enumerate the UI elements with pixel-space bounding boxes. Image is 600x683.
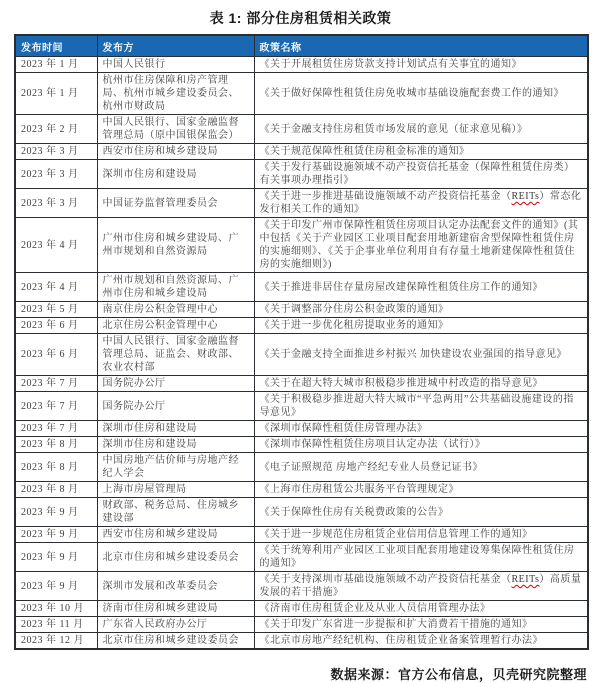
spellcheck-underline: REITs <box>511 574 540 585</box>
cell-publisher: 杭州市住房保障和房产管理局、杭州市城乡建设委员会、杭州市财政局 <box>97 73 254 115</box>
cell-policy: 《关于进一步推进基础设施领域不动产投资信托基金（REITs）常态化发行相关工作的通知》 <box>254 189 588 218</box>
table-row <box>15 218 588 273</box>
cell-publisher: 中国人民银行 <box>97 57 254 73</box>
cell-date: 2023 年 2 月 <box>15 115 97 144</box>
cell-policy: 《关于保障性住房有关税费政策的公告》 <box>254 498 588 527</box>
cell-publisher: 国务院办公厅 <box>97 392 254 421</box>
cell-publisher: 深圳市发展和改革委员会 <box>97 572 254 601</box>
cell-policy: 《关于进一步规范住房租赁企业信用信息管理工作的通知》 <box>254 527 588 543</box>
cell-policy: 《关于印发广东省进一步提振和扩大消费若干措施的通知》 <box>254 617 588 633</box>
cell-policy: 《电子证照规范 房地产经纪专业人员登记证书》 <box>254 453 588 482</box>
column-header-date: 发布时间 <box>15 35 97 57</box>
cell-policy: 《关于金融支持住房租赁市场发展的意见（征求意见稿）》 <box>254 115 588 144</box>
cell-date: 2023 年 12 月 <box>15 633 97 650</box>
cell-policy: 《关于积极稳步推进超大特大城市“平急两用”公共基础设施建设的指导意见》 <box>254 392 588 421</box>
table-row <box>15 273 588 302</box>
table-row <box>15 482 588 498</box>
table-row <box>15 334 588 376</box>
cell-publisher: 北京市住房和城乡建设委员会 <box>97 633 254 650</box>
cell-policy: 《关于发行基础设施领域不动产投资信托基金（保障性租赁住房类）有关事项办理指引》 <box>254 160 588 189</box>
cell-publisher: 南京住房公积金管理中心 <box>97 302 254 318</box>
table-row <box>15 189 588 218</box>
cell-publisher: 广东省人民政府办公厅 <box>97 617 254 633</box>
cell-policy: 《关于印发广州市保障性租赁住房项目认定办法配套文件的通知》(其中包括《关于产业园区工业项目配套用地新建宿舍型保障性租赁住房的实施细则》、《关于企事业单位利用自有存量土地新建保障性租赁住房的实施细则》) <box>254 218 588 273</box>
cell-date: 2023 年 3 月 <box>15 160 97 189</box>
cell-date: 2023 年 4 月 <box>15 273 97 302</box>
cell-date: 2023 年 1 月 <box>15 73 97 115</box>
policy-table <box>14 34 589 650</box>
cell-date: 2023 年 9 月 <box>15 543 97 572</box>
cell-policy: 《关于调整部分住房公积金政策的通知》 <box>254 302 588 318</box>
table-row <box>15 144 588 160</box>
cell-policy: 《关于规范保障性租赁住房租金标准的通知》 <box>254 144 588 160</box>
cell-publisher: 北京住房公积金管理中心 <box>97 318 254 334</box>
cell-publisher: 西安市住房和城乡建设局 <box>97 144 254 160</box>
cell-policy: 《关于金融支持全面推进乡村振兴 加快建设农业强国的指导意见》 <box>254 334 588 376</box>
cell-date: 2023 年 11 月 <box>15 617 97 633</box>
table-row <box>15 392 588 421</box>
cell-date: 2023 年 7 月 <box>15 376 97 392</box>
table-row <box>15 376 588 392</box>
cell-publisher: 广州市住房和城乡建设局、广州市规划和自然资源局 <box>97 218 254 273</box>
cell-publisher: 深圳市住房和建设局 <box>97 437 254 453</box>
cell-policy: 《关于在超大特大城市积极稳步推进城中村改造的指导意见》 <box>254 376 588 392</box>
table-row <box>15 437 588 453</box>
cell-policy: 《关于支持深圳市基础设施领域不动产投资信托基金（REITs）高质量发展的若干措施》 <box>254 572 588 601</box>
cell-publisher: 中国人民银行、国家金融监督管理总局、证监会、财政部、农业农村部 <box>97 334 254 376</box>
cell-publisher: 中国人民银行、国家金融监督管理总局（原中国银保监会） <box>97 115 254 144</box>
cell-policy: 《上海市住房租赁公共服务平台管理规定》 <box>254 482 588 498</box>
table-row <box>15 572 588 601</box>
cell-date: 2023 年 8 月 <box>15 482 97 498</box>
cell-publisher: 济南市住房和城乡建设局 <box>97 601 254 617</box>
header-row <box>15 35 588 57</box>
column-header-publisher: 发布方 <box>97 35 254 57</box>
table-row <box>15 527 588 543</box>
policy-table-body <box>15 57 588 650</box>
table-row <box>15 318 588 334</box>
cell-date: 2023 年 7 月 <box>15 392 97 421</box>
table-row <box>15 302 588 318</box>
table-row <box>15 617 588 633</box>
cell-policy: 《深圳市保障性租赁住房项目认定办法（试行）》 <box>254 437 588 453</box>
table-row <box>15 421 588 437</box>
spellcheck-underline: REITs <box>511 191 540 202</box>
cell-date: 2023 年 7 月 <box>15 421 97 437</box>
table-row <box>15 73 588 115</box>
cell-publisher: 中国房地产估价师与房地产经纪人学会 <box>97 453 254 482</box>
cell-date: 2023 年 6 月 <box>15 318 97 334</box>
cell-date: 2023 年 3 月 <box>15 189 97 218</box>
table-row <box>15 633 588 650</box>
cell-publisher: 财政部、税务总局、住房城乡建设部 <box>97 498 254 527</box>
cell-publisher: 上海市房屋管理局 <box>97 482 254 498</box>
table-row <box>15 57 588 73</box>
cell-policy: 《关于做好保障性租赁住房免收城市基础设施配套费工作的通知》 <box>254 73 588 115</box>
cell-publisher: 广州市规划和自然资源局、广州市住房和城乡建设局 <box>97 273 254 302</box>
table-row <box>15 160 588 189</box>
cell-date: 2023 年 10 月 <box>15 601 97 617</box>
table-row <box>15 115 588 144</box>
cell-policy: 《关于进一步优化租房提取业务的通知》 <box>254 318 588 334</box>
table-row <box>15 498 588 527</box>
cell-policy: 《关于开展租赁住房贷款支持计划试点有关事宜的通知》 <box>254 57 588 73</box>
cell-publisher: 深圳市住房和建设局 <box>97 421 254 437</box>
cell-date: 2023 年 4 月 <box>15 218 97 273</box>
cell-date: 2023 年 6 月 <box>15 334 97 376</box>
cell-date: 2023 年 1 月 <box>15 57 97 73</box>
cell-policy: 《深圳市保障性租赁住房管理办法》 <box>254 421 588 437</box>
cell-policy: 《关于推进非居住存量房屋改建保障性租赁住房工作的通知》 <box>254 273 588 302</box>
cell-policy: 《济南市住房租赁企业及从业人员信用管理办法》 <box>254 601 588 617</box>
cell-date: 2023 年 8 月 <box>15 453 97 482</box>
table-row <box>15 601 588 617</box>
policy-table-header <box>15 35 588 57</box>
cell-publisher: 国务院办公厅 <box>97 376 254 392</box>
cell-policy: 《关于统筹利用产业园区工业项目配套用地建设筹集保障性租赁住房的通知》 <box>254 543 588 572</box>
cell-date: 2023 年 9 月 <box>15 527 97 543</box>
cell-publisher: 中国证券监督管理委员会 <box>97 189 254 218</box>
column-header-policy: 政策名称 <box>254 35 588 57</box>
table-row <box>15 543 588 572</box>
cell-publisher: 北京市住房和城乡建设委员会 <box>97 543 254 572</box>
table-row <box>15 453 588 482</box>
table-title: 表 1: 部分住房租赁相关政策 <box>209 10 392 26</box>
data-source: 数据来源：官方公布信息，贝壳研究院整理 <box>330 667 587 682</box>
cell-publisher: 西安市住房和城乡建设局 <box>97 527 254 543</box>
cell-date: 2023 年 3 月 <box>15 144 97 160</box>
cell-date: 2023 年 5 月 <box>15 302 97 318</box>
cell-publisher: 深圳市住房和建设局 <box>97 160 254 189</box>
cell-date: 2023 年 8 月 <box>15 437 97 453</box>
cell-policy: 《北京市房地产经纪机构、住房租赁企业备案管理暂行办法》 <box>254 633 588 650</box>
cell-date: 2023 年 9 月 <box>15 572 97 601</box>
cell-date: 2023 年 9 月 <box>15 498 97 527</box>
